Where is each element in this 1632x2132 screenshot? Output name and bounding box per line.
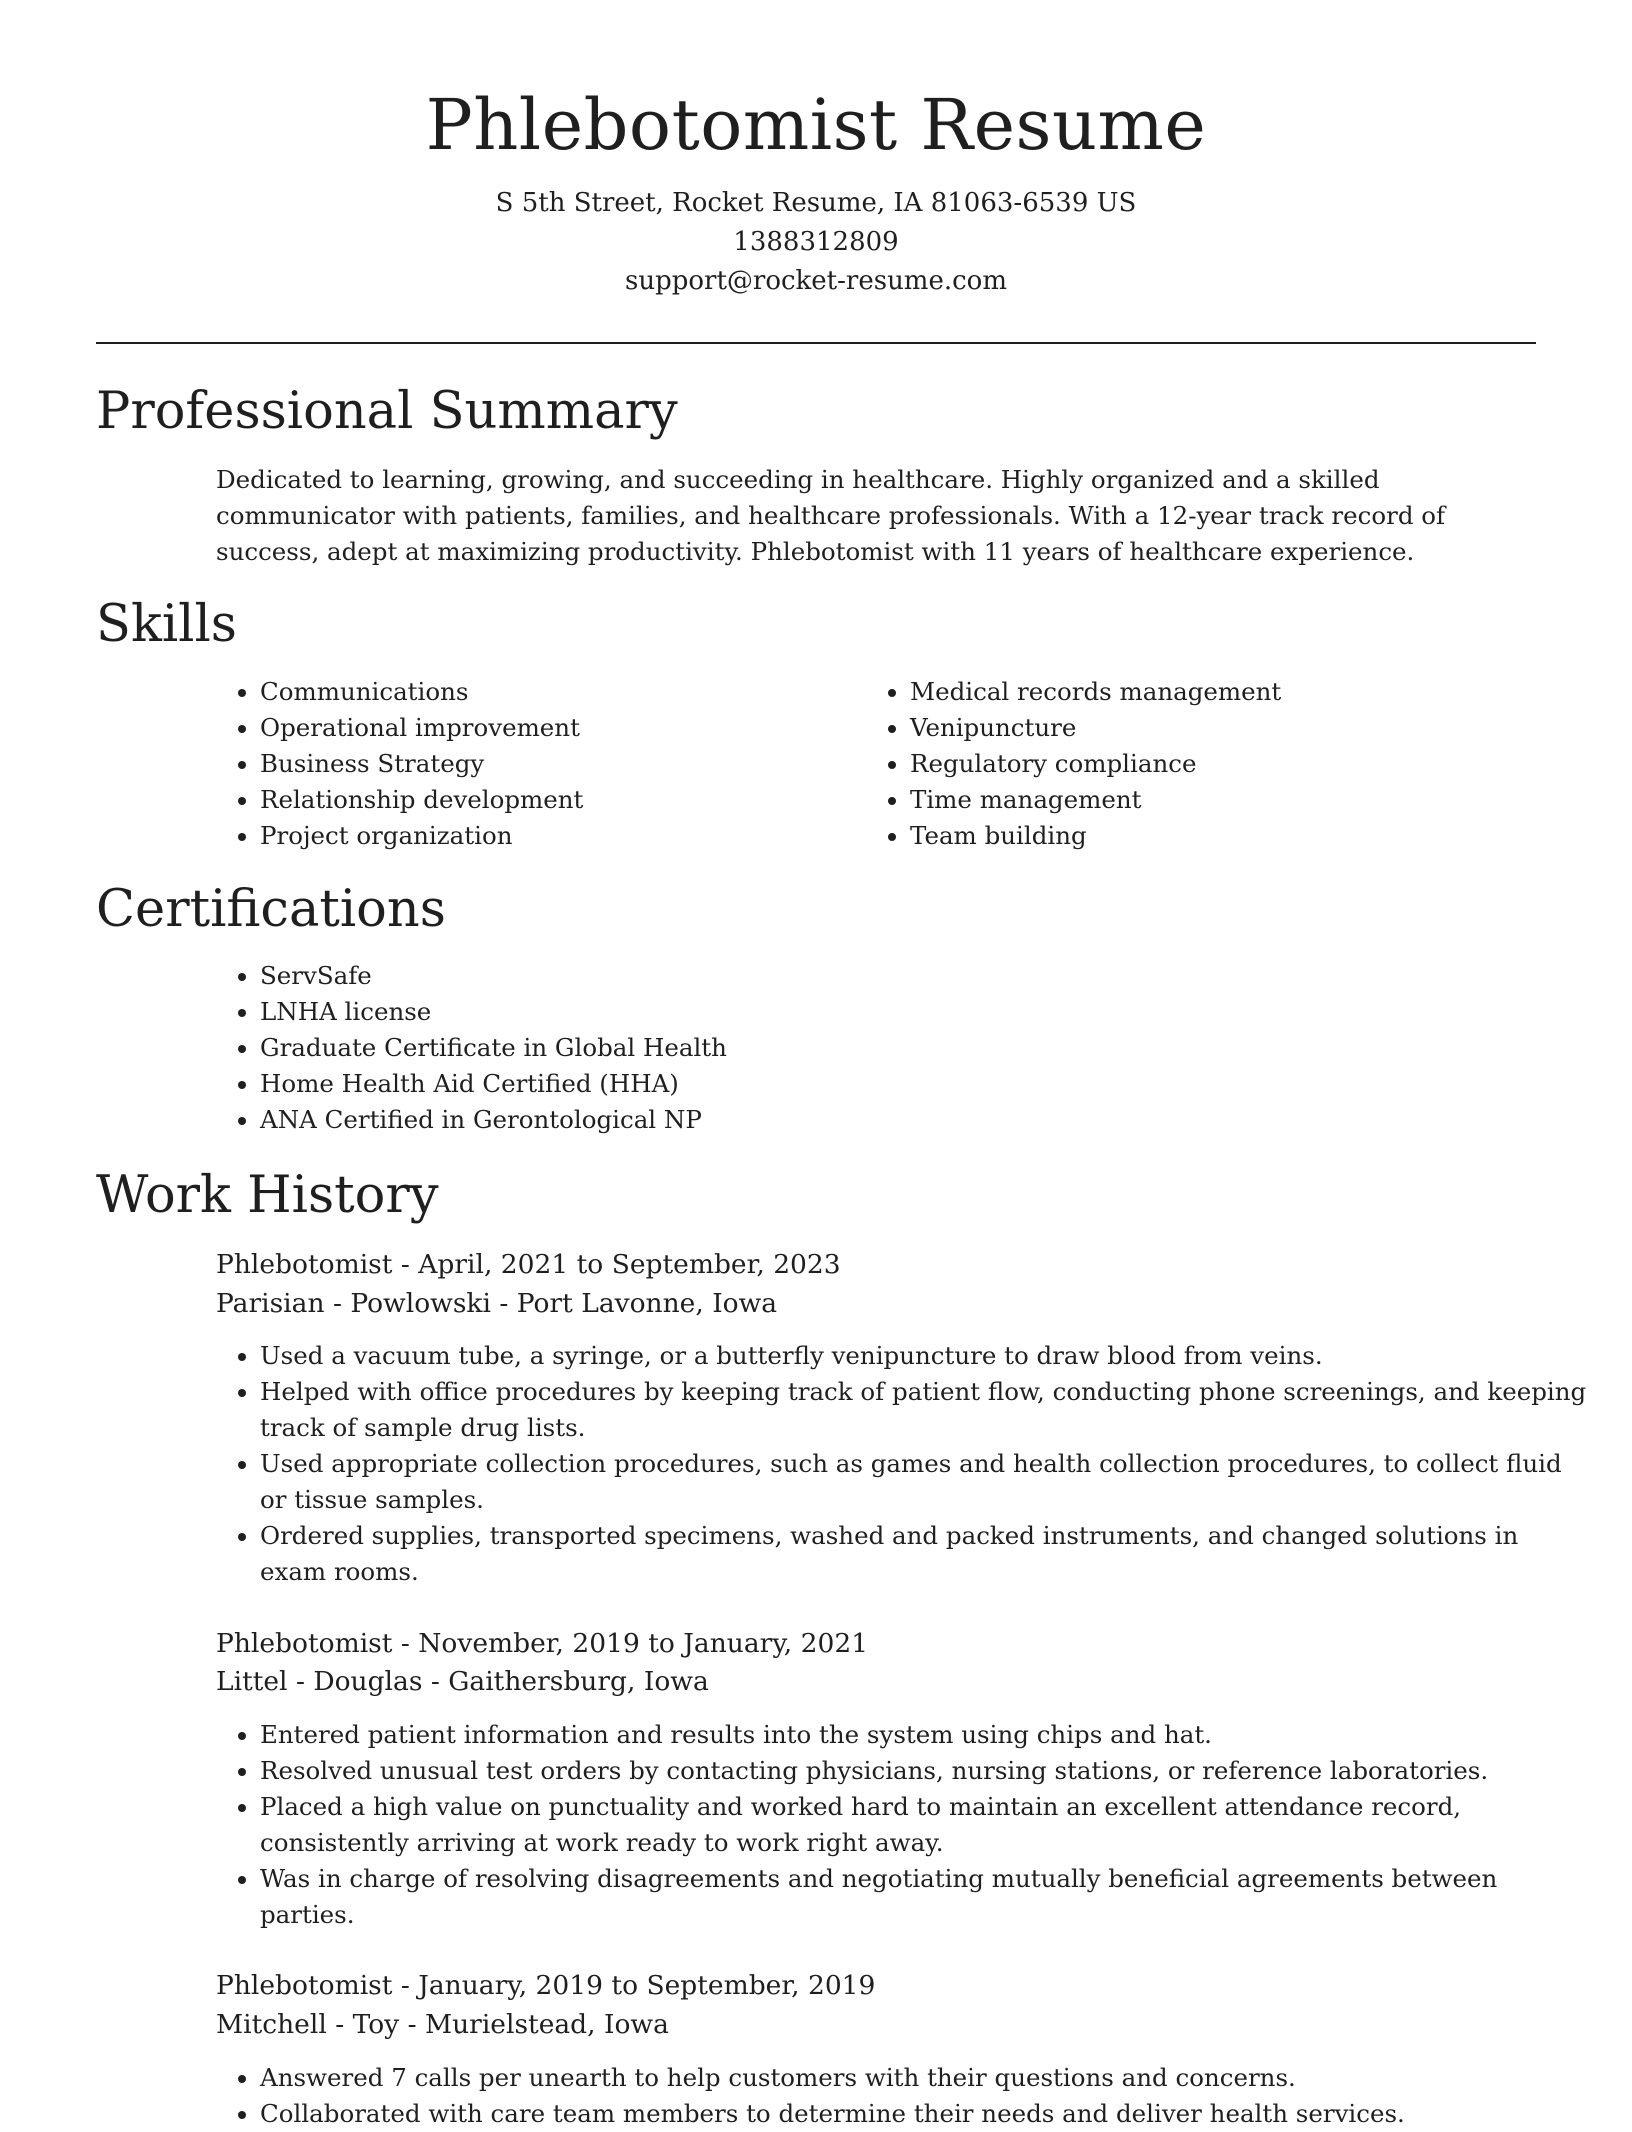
job-role-line: Phlebotomist - November, 2019 to January, 2021 bbox=[216, 1628, 869, 1659]
skill-item: • Medical records management bbox=[910, 674, 1550, 710]
phone-text: 1388312809 bbox=[733, 227, 899, 257]
summary-heading: Professional Summary bbox=[96, 382, 678, 441]
job-bullet: • Used a vacuum tube, a syringe, or a butterfly venipuncture to draw blood from veins. bbox=[260, 1338, 1590, 1374]
job-bullet: • Answered 7 calls per unearth to help customers with their questions and concerns. bbox=[260, 2060, 1590, 2096]
skill-item: • Project organization bbox=[260, 818, 820, 854]
certifications-heading: Certifications bbox=[96, 880, 446, 939]
skill-item: • Time management bbox=[910, 782, 1550, 818]
certification-item: • Home Health Aid Certified (HHA) bbox=[260, 1066, 1560, 1102]
skill-item: • Communications bbox=[260, 674, 820, 710]
job-company-line: Littel - Douglas - Gaithersburg, Iowa bbox=[216, 1666, 709, 1697]
certification-item: • LNHA license bbox=[260, 994, 1560, 1030]
job-bullet: • Entered patient information and results into the system using chips and hat. bbox=[260, 1717, 1590, 1753]
skill-item: • Team building bbox=[910, 818, 1550, 854]
skill-item: • Regulatory compliance bbox=[910, 746, 1550, 782]
job-bullets bbox=[216, 1717, 1590, 1933]
job-bullet: • Was in charge of resolving disagreements and negotiating mutually beneficial agreements between parties. bbox=[260, 1861, 1590, 1933]
skill-item: • Relationship development bbox=[260, 782, 820, 818]
job-company-line: Parisian - Powlowski - Port Lavonne, Iowa bbox=[216, 1288, 778, 1319]
job-role-line: Phlebotomist - April, 2021 to September, 2023 bbox=[216, 1249, 841, 1280]
skill-item: • Business Strategy bbox=[260, 746, 820, 782]
skill-item: • Operational improvement bbox=[260, 710, 820, 746]
certifications-list bbox=[216, 958, 1560, 1138]
skills-list-left bbox=[216, 674, 820, 854]
work-history-heading: Work History bbox=[96, 1166, 439, 1225]
certification-item: • Graduate Certificate in Global Health bbox=[260, 1030, 1560, 1066]
job-bullet: • Collaborated with care team members to determine their needs and deliver health services. bbox=[260, 2096, 1590, 2132]
job-bullet: • Ordered supplies, transported specimens, washed and packed instruments, and changed solutions in exam rooms. bbox=[260, 1518, 1590, 1590]
skills-list-right bbox=[866, 674, 1550, 854]
job-bullet: • Resolved unusual test orders by contacting physicians, nursing stations, or reference laboratories. bbox=[260, 1753, 1590, 1789]
certification-item: • ANA Certified in Gerontological NP bbox=[260, 1102, 1560, 1138]
page-title: Phlebotomist Resume bbox=[425, 84, 1207, 166]
email-text: support@rocket-resume.com bbox=[624, 266, 1007, 296]
resume-header bbox=[0, 80, 1632, 301]
header-divider bbox=[96, 342, 1536, 344]
job-role-line: Phlebotomist - January, 2019 to September, 2019 bbox=[216, 1970, 876, 2001]
job-bullets bbox=[216, 1338, 1590, 1590]
certification-item: • ServSafe bbox=[260, 958, 1560, 994]
job-bullets bbox=[216, 2060, 1590, 2132]
address-text: S 5th Street, Rocket Resume, IA 81063-6539 US bbox=[495, 188, 1137, 218]
job-company-line: Mitchell - Toy - Murielstead, Iowa bbox=[216, 2009, 669, 2040]
summary-text: Dedicated to learning, growing, and succeeding in healthcare. Highly organized and a skilled communicator with patients, families, and healthcare professionals. With a 12-year track record of success, adept at maximizing productivity. Phlebotomist with 11 years of healthcare experience. bbox=[216, 465, 1446, 566]
contact-block bbox=[0, 184, 1632, 301]
skills-heading: Skills bbox=[96, 595, 237, 654]
skill-item: • Venipuncture bbox=[910, 710, 1550, 746]
job-bullet: • Placed a high value on punctuality and worked hard to maintain an excellent attendance record, consistently arriving at work ready to work right away. bbox=[260, 1789, 1590, 1861]
job-bullet: • Helped with office procedures by keeping track of patient flow, conducting phone screenings, and keeping track of sample drug lists. bbox=[260, 1374, 1590, 1446]
job-bullet: • Used appropriate collection procedures, such as games and health collection procedures, to collect fluid or tissue samples. bbox=[260, 1446, 1590, 1518]
